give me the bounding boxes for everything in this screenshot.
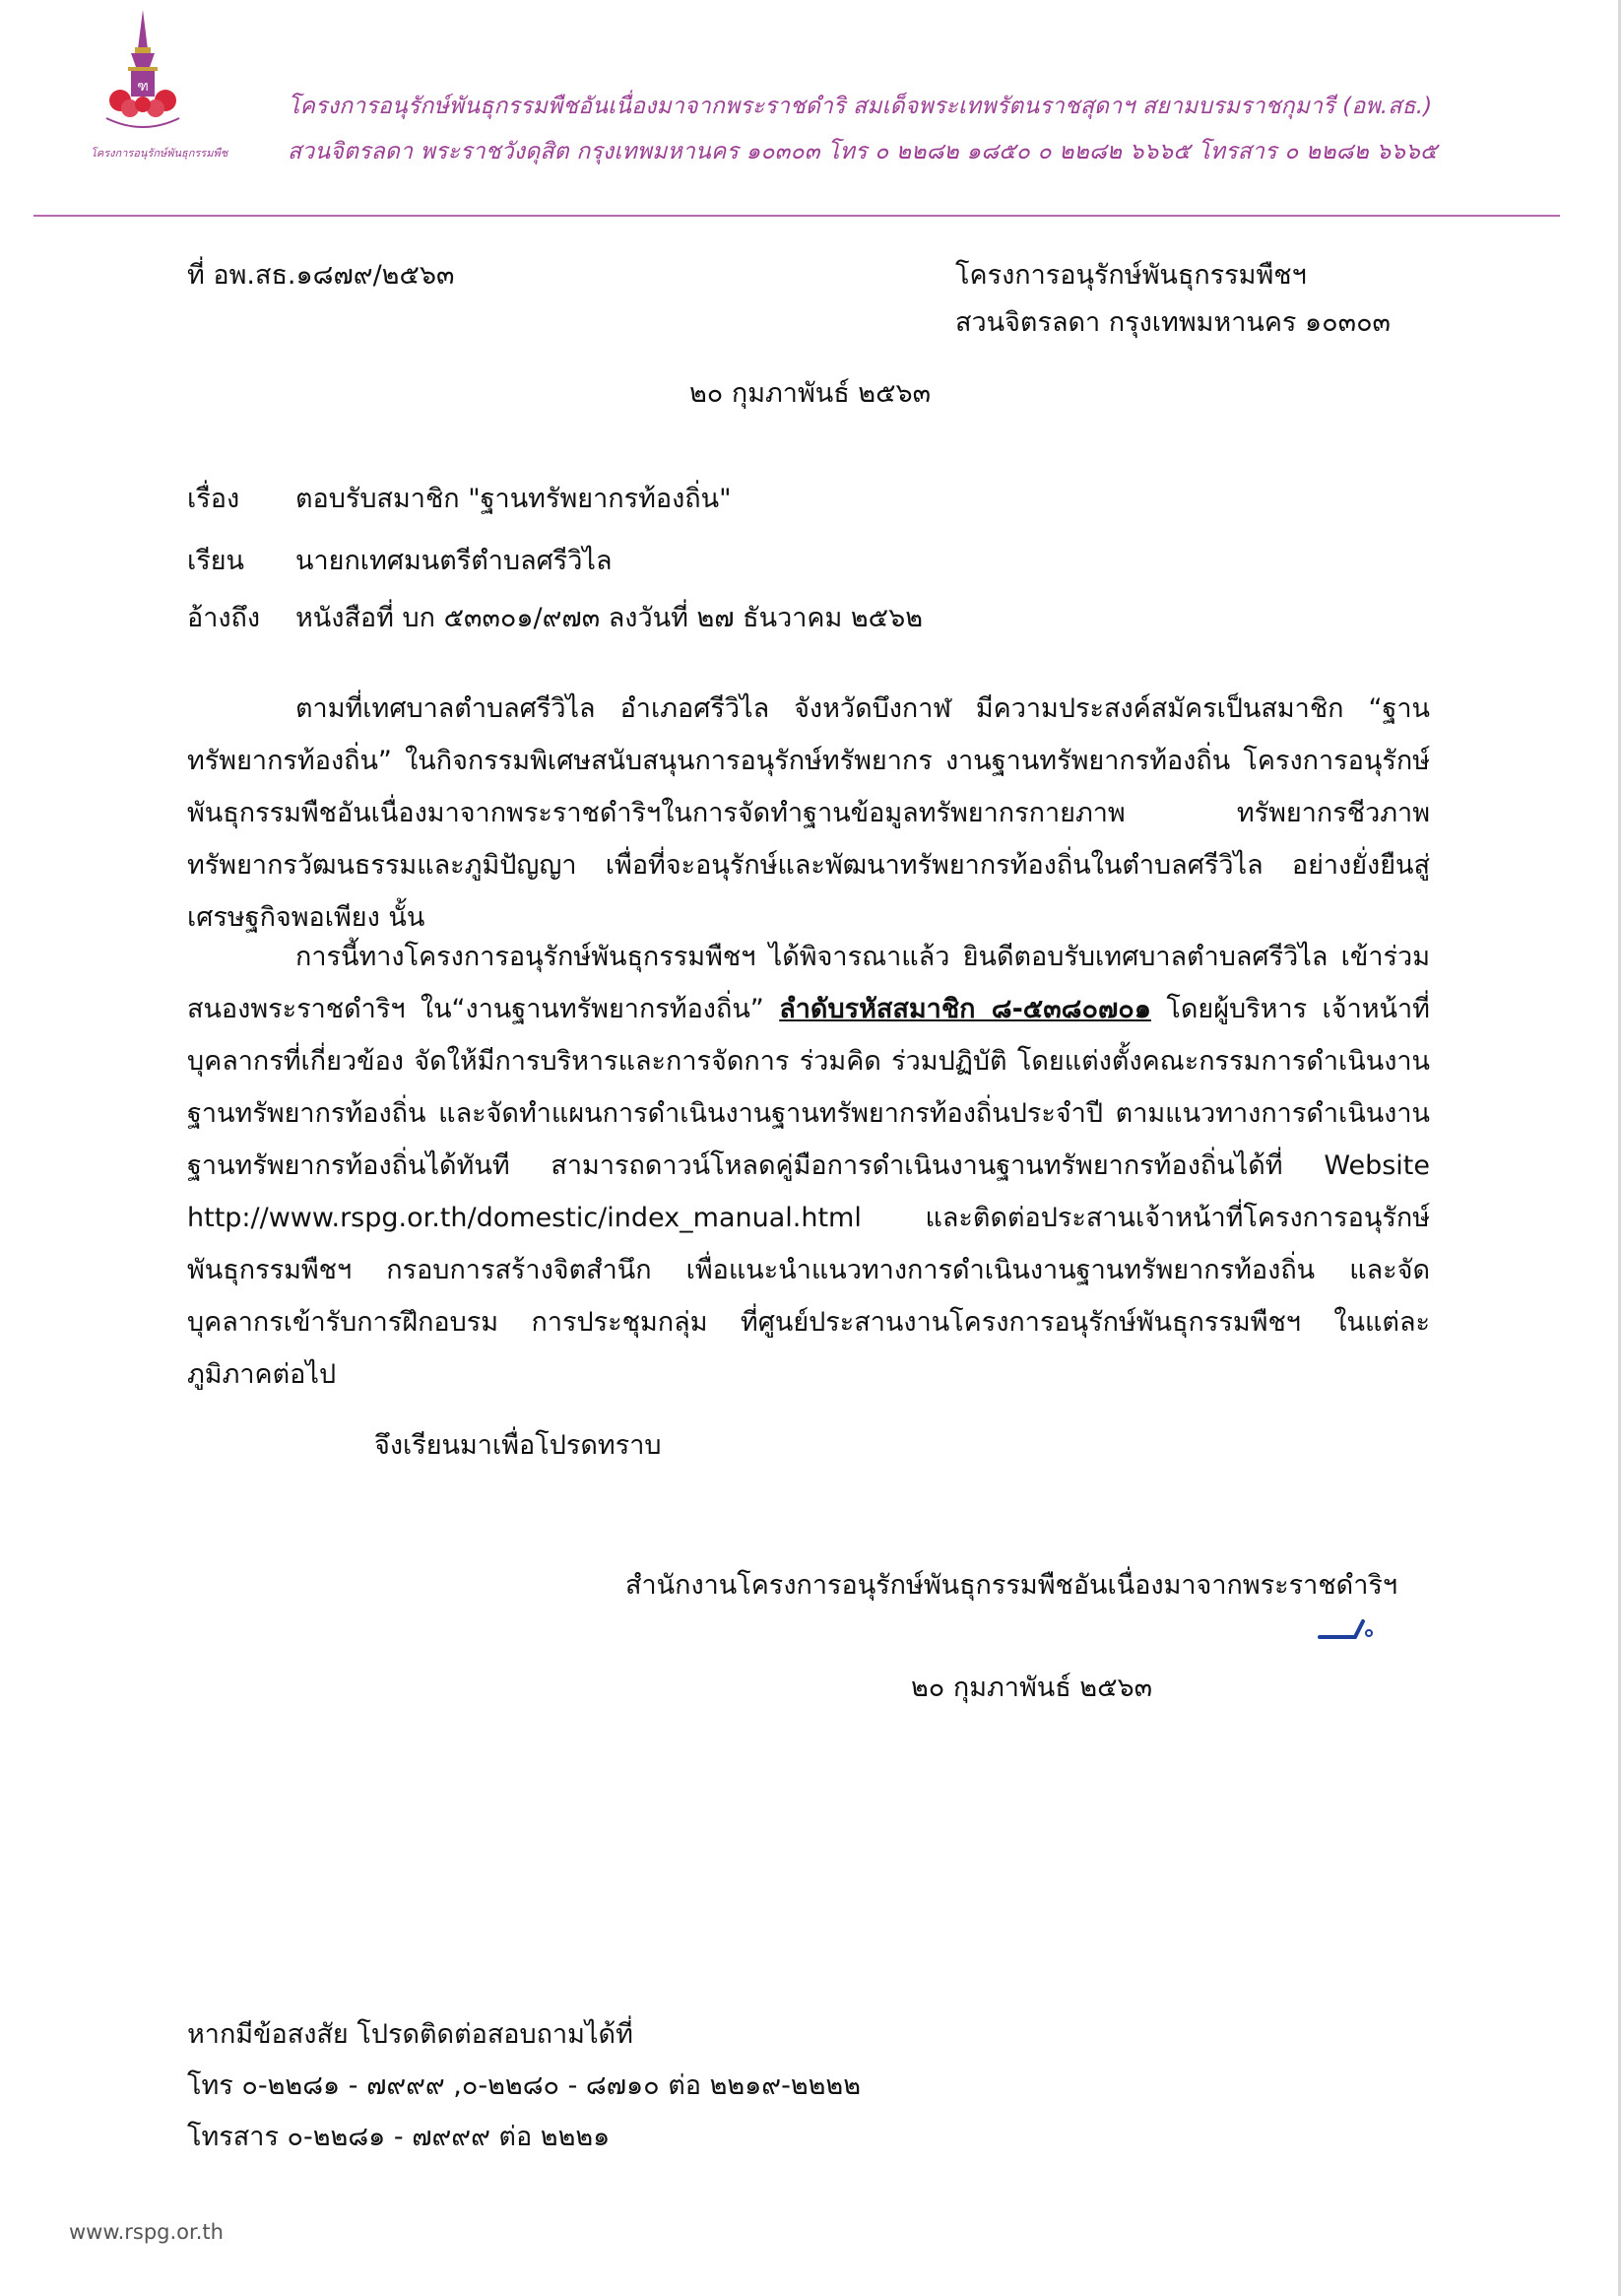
reference-value: หนังสือที่ บก ๕๓๓๐๑/๙๗๓ ลงวันที่ ๒๗ ธันวาคม ๒๕๖๒ — [295, 603, 924, 633]
footer-website: www.rspg.or.th — [69, 2220, 224, 2244]
paragraph-line: พันธุกรรมพืชฯ กรอบการสร้างจิตสำนึก เพื่อแนะนำแนวทางการดำเนินงานฐานทรัพยากรท้องถิ่น และจัด — [187, 1255, 1430, 1285]
paragraph-line: พันธุกรรมพืชอันเนื่องมาจากพระราชดำริฯในการจัดทำฐานข้อมูลทรัพยากรกายภาพ ทรัพยากรชีวภาพ — [187, 798, 1430, 828]
paragraph-line-url: http://www.rspg.or.th/domestic/index_manual.html และติดต่อประสานเจ้าหน้าที่โครงการอนุรักษ์ — [187, 1203, 1430, 1233]
rspg-emblem-icon — [98, 10, 187, 143]
contact-intro: หากมีข้อสงสัย โปรดติดต่อสอบถามได้ที่ — [187, 2019, 633, 2050]
subject-label: เรื่อง — [187, 484, 240, 514]
subject-value: ตอบรับสมาชิก "ฐานทรัพยากรท้องถิ่น" — [295, 484, 732, 514]
svg-text:ฑ: ฑ — [137, 79, 149, 95]
paragraph-line-member-code — [187, 983, 1430, 1035]
header-title: โครงการอนุรักษ์พันธุกรรมพืชอันเนื่องมาจากพระราชดำริ สมเด็จพระเทพรัตนราชสุดาฯ สยามบรมราชกุมารี (อพ.สธ.) — [288, 94, 1433, 119]
sender-address: สวนจิตรลดา กรุงเทพมหานคร ๑๐๓๐๓ — [955, 307, 1392, 338]
paragraph-line: ฐานทรัพยากรท้องถิ่นได้ทันที สามารถดาวน์โหลดคู่มือการดำเนินงานฐานทรัพยากรท้องถิ่นได้ที่ Website — [187, 1150, 1430, 1181]
paragraph-2 — [187, 931, 1430, 1401]
sender-name: โครงการอนุรักษ์พันธุกรรมพืชฯ — [955, 260, 1307, 291]
signatory: สำนักงานโครงการอนุรักษ์พันธุกรรมพืชอันเนื่องมาจากพระราชดำริฯ — [625, 1570, 1398, 1601]
paragraph-line: ภูมิภาคต่อไป — [187, 1359, 337, 1390]
header-address: สวนจิตรลดา พระราชวังดุสิต กรุงเทพมหานคร ๑๐๓๐๓ โทร ๐ ๒๒๘๒ ๑๘๕๐ ๐ ๒๒๘๒ ๖๖๖๕ โทรสาร ๐ ๒๒๘๒ ๖๖๖๕ — [288, 139, 1438, 164]
logo-caption: โครงการอนุรักษ์พันธุกรรมพืช — [91, 147, 228, 160]
paragraph-line: บุคลากรเข้ารับการฝึกอบรม การประชุมกลุ่ม ที่ศูนย์ประสานงานโครงการอนุรักษ์พันธุกรรมพืชฯ ในแต่ละ — [187, 1307, 1430, 1338]
paragraph-line: เศรษฐกิจพอเพียง นั้น — [187, 902, 425, 933]
paragraph-1 — [187, 683, 1430, 944]
paragraph-text: โดยผู้บริหาร เจ้าหน้าที่ — [1166, 994, 1430, 1024]
closing-phrase: จึงเรียนมาเพื่อโปรดทราบ — [374, 1430, 662, 1461]
paragraph-line: ทรัพยากรท้องถิ่น” ในกิจกรรมพิเศษสนับสนุนการอนุรักษ์ทรัพยากร งานฐานทรัพยากรท้องถิ่น โครงการอนุรักษ์ — [187, 746, 1430, 776]
signature-mark — [1318, 1606, 1387, 1645]
paragraph-line: บุคลากรที่เกี่ยวข้อง จัดให้มีการบริหารและการจัดการ ร่วมคิด ร่วมปฏิบัติ โดยแต่งตั้งคณะกรรมการดำเนินงาน — [187, 1046, 1430, 1077]
letter-date: ๒๐ กุมภาพันธ์ ๒๕๖๓ — [689, 378, 932, 409]
paragraph-line: ฐานทรัพยากรท้องถิ่น และจัดทำแผนการดำเนินงานฐานทรัพยากรท้องถิ่นประจำปี ตามแนวทางการดำเนินงาน — [187, 1098, 1430, 1129]
contact-phone: โทร ๐-๒๒๘๑ - ๗๙๙๙ ,๐-๒๒๘๐ - ๘๗๑๐ ต่อ ๒๒๑๙-๒๒๒๒ — [187, 2070, 862, 2101]
member-code: ลำดับรหัสสมาชิก ๘-๕๓๘๐๗๐๑ — [779, 994, 1151, 1024]
recipient-label: เรียน — [187, 546, 245, 576]
signature-date: ๒๐ กุมภาพันธ์ ๒๕๖๓ — [911, 1673, 1153, 1703]
contact-fax: โทรสาร ๐-๒๒๘๑ - ๗๙๙๙ ต่อ ๒๒๒๑ — [187, 2122, 611, 2152]
document-number: ที่ อพ.สธ.๑๘๗๙/๒๕๖๓ — [187, 260, 455, 291]
recipient-value: นายกเทศมนตรีตำบลศรีวิไล — [295, 546, 613, 576]
rspg-logo — [98, 10, 187, 143]
reference-label: อ้างถึง — [187, 603, 261, 633]
project-name-text: สนองพระราชดำริฯ ใน“งานฐานทรัพยากรท้องถิ่น” — [187, 994, 764, 1024]
header-divider — [33, 215, 1560, 217]
paragraph-line: การนี้ทางโครงการอนุรักษ์พันธุกรรมพืชฯ ได้พิจารณาแล้ว ยินดีตอบรับเทศบาลตำบลศรีวิไล เข้าร่วม — [295, 942, 1430, 972]
paragraph-line: ตามที่เทศบาลตำบลศรีวิไล อำเภอศรีวิไล จังหวัดบึงกาฬ มีความประสงค์สมัครเป็นสมาชิก “ฐาน — [295, 693, 1430, 724]
paragraph-line: ทรัพยากรวัฒนธรรมและภูมิปัญญา เพื่อที่จะอนุรักษ์และพัฒนาทรัพยากรท้องถิ่นในตำบลศรีวิไล อย่างยั่งยืนสู่ — [187, 850, 1430, 881]
